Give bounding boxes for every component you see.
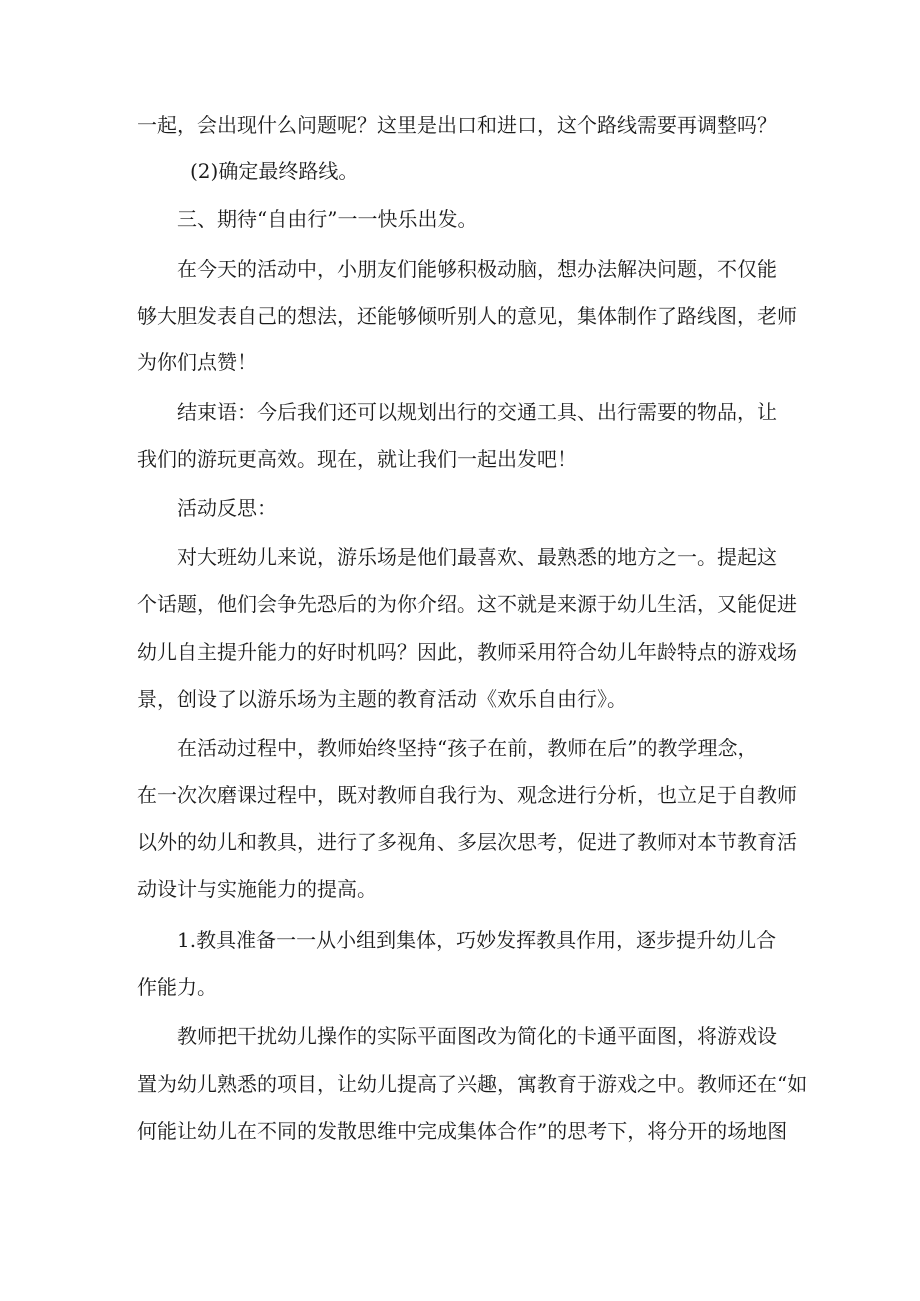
text-line: 活动反思： xyxy=(177,496,277,520)
text-line: 1.教具准备一一从小组到集体，巧妙发挥教具作用，逐步提升幼儿合 xyxy=(177,928,777,952)
text-line: 以外的幼儿和教具，进行了多视角、多层次思考，促进了教师对本节教育活 xyxy=(137,830,797,854)
text-line: 一起，会出现什么问题呢？这里是出口和进口，这个路线需要再调整吗？ xyxy=(137,113,777,137)
text-line: 作能力。 xyxy=(137,975,217,999)
text-line: 在一次次磨课过程中，既对教师自我行为、观念进行分析，也立足于自教师 xyxy=(137,783,797,807)
text-line: 置为幼儿熟悉的项目，让幼儿提高了兴趣，寓教育于游戏之中。教师还在“如 xyxy=(137,1072,808,1096)
text-line: 对大班幼儿来说，游乐场是他们最喜欢、最熟悉的地方之一。提起这 xyxy=(177,545,777,569)
text-line: 我们的游玩更高效。现在，就让我们一起出发吧！ xyxy=(137,447,577,471)
text-line: 在活动过程中，教师始终坚持“孩子在前，教师在后”的教学理念， xyxy=(177,736,758,760)
text-line: 教师把干扰幼儿操作的实际平面图改为简化的卡通平面图，将游戏设 xyxy=(177,1024,777,1048)
text-line: 何能让幼儿在不同的发散思维中完成集体合作”的思考下，将分开的场地图 xyxy=(137,1119,788,1143)
text-line: 三、期待“自由行”一一快乐出发。 xyxy=(177,207,478,231)
text-line: 在今天的活动中，小朋友们能够积极动脑，想办法解决问题，不仅能 xyxy=(177,257,777,281)
text-line: (2)确定最终路线。 xyxy=(190,159,359,183)
text-line: 幼儿自主提升能力的好时机吗？因此，教师采用符合幼儿年龄特点的游戏场 xyxy=(137,640,797,664)
text-line: 为你们点赞！ xyxy=(137,350,257,374)
text-line: 结束语：今后我们还可以规划出行的交通工具、出行需要的物品，让 xyxy=(177,400,777,424)
text-line: 动设计与实施能力的提高。 xyxy=(137,877,377,901)
text-line: 够大胆发表自己的想法，还能够倾听别人的意见，集体制作了路线图，老师 xyxy=(137,304,797,328)
text-line: 景，创设了以游乐场为主题的教育活动《欢乐自由行》。 xyxy=(137,687,627,711)
text-line: 个话题，他们会争先恐后的为你介绍。这不就是来源于幼儿生活，又能促进 xyxy=(137,592,797,616)
